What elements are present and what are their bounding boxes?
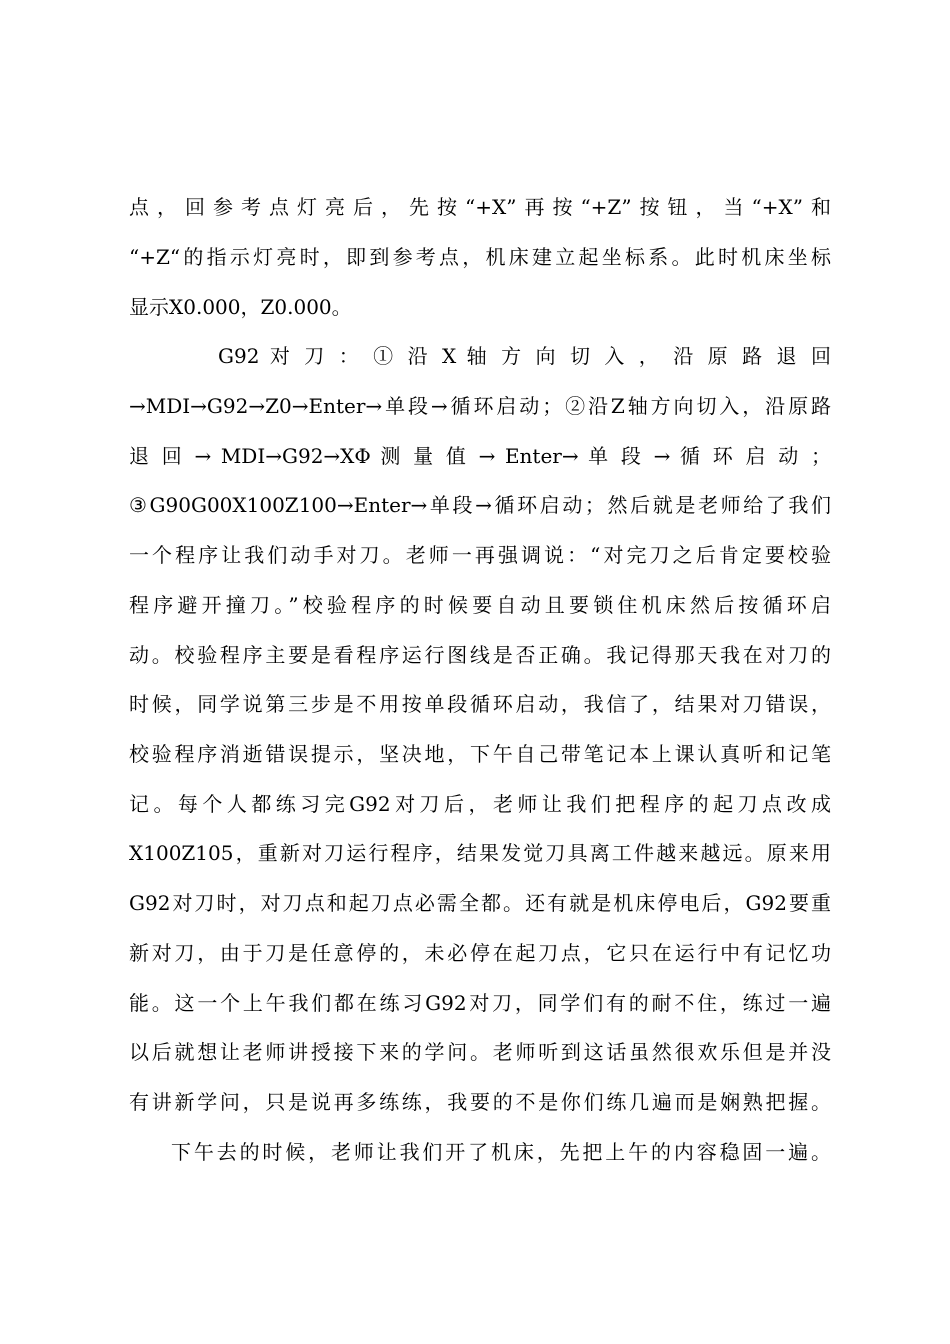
paragraph-line: 时候，同学说第三步是不用按单段循环启动，我信了，结果对刀错误， xyxy=(129,692,831,716)
paragraph-line: 动。校验程序主要是看程序运行图线是否正确。我记得那天我在对刀的 xyxy=(129,643,831,667)
paragraph-line: “+Z“的指示灯亮时，即到参考点，机床建立起坐标系。此时机床坐标 xyxy=(129,245,831,269)
paragraph-line: 显示X0.000，Z0.000。 xyxy=(129,295,352,319)
paragraph-line: G92 对 刀 ： ① 沿 X 轴 方 向 切 入 ， 沿 原 路 退 回 xyxy=(218,344,831,368)
paragraph-line: 能。这一个上午我们都在练习G92对刀，同学们有的耐不住，练过一遍 xyxy=(129,991,831,1015)
paragraph-line: G92对刀时，对刀点和起刀点必需全都。还有就是机床停电后，G92要重 xyxy=(129,891,831,915)
paragraph-line: 新对刀，由于刀是任意停的，未必停在起刀点，它只在运行中有记忆功 xyxy=(129,941,831,965)
paragraph-line: 程序避开撞刀。”校验程序的时候要自动且要锁住机床然后按循环启 xyxy=(129,593,831,617)
paragraph-line: 校验程序消逝错误提示，坚决地，下午自己带笔记本上课认真听和记笔 xyxy=(129,742,831,766)
paragraph-line: 退 回 → MDI→G92→XΦ 测 量 值 → Enter→ 单 段 → 循 环 启 动 ； xyxy=(129,444,831,468)
paragraph-line: 点，回参考点灯亮后，先按“+X”再按“+Z”按钮，当“+X”和 xyxy=(129,195,831,219)
paragraph-line: →MDI→G92→Z0→Enter→单段→循环启动；②沿Z轴方向切入，沿原路 xyxy=(129,394,831,418)
paragraph-line: 一个程序让我们动手对刀。老师一再强调说：“对完刀之后肯定要校验 xyxy=(129,543,831,567)
paragraph-line: 记。每个人都练习完G92对刀后，老师让我们把程序的起刀点改成 xyxy=(129,792,831,816)
paragraph-line: 有讲新学问，只是说再多练练，我要的不是你们练几遍而是娴熟把握。 xyxy=(129,1090,831,1114)
paragraph-line: 以后就想让老师讲授接下来的学问。老师听到这话虽然很欢乐但是并没 xyxy=(129,1040,831,1064)
paragraph-line: ③G90G00X100Z100→Enter→单段→循环启动；然后就是老师给了我们 xyxy=(129,493,831,517)
paragraph-line: X100Z105，重新对刀运行程序，结果发觉刀具离工件越来越远。原来用 xyxy=(129,841,831,865)
paragraph-line: 下午去的时候，老师让我们开了机床，先把上午的内容稳固一遍。 xyxy=(171,1140,831,1164)
